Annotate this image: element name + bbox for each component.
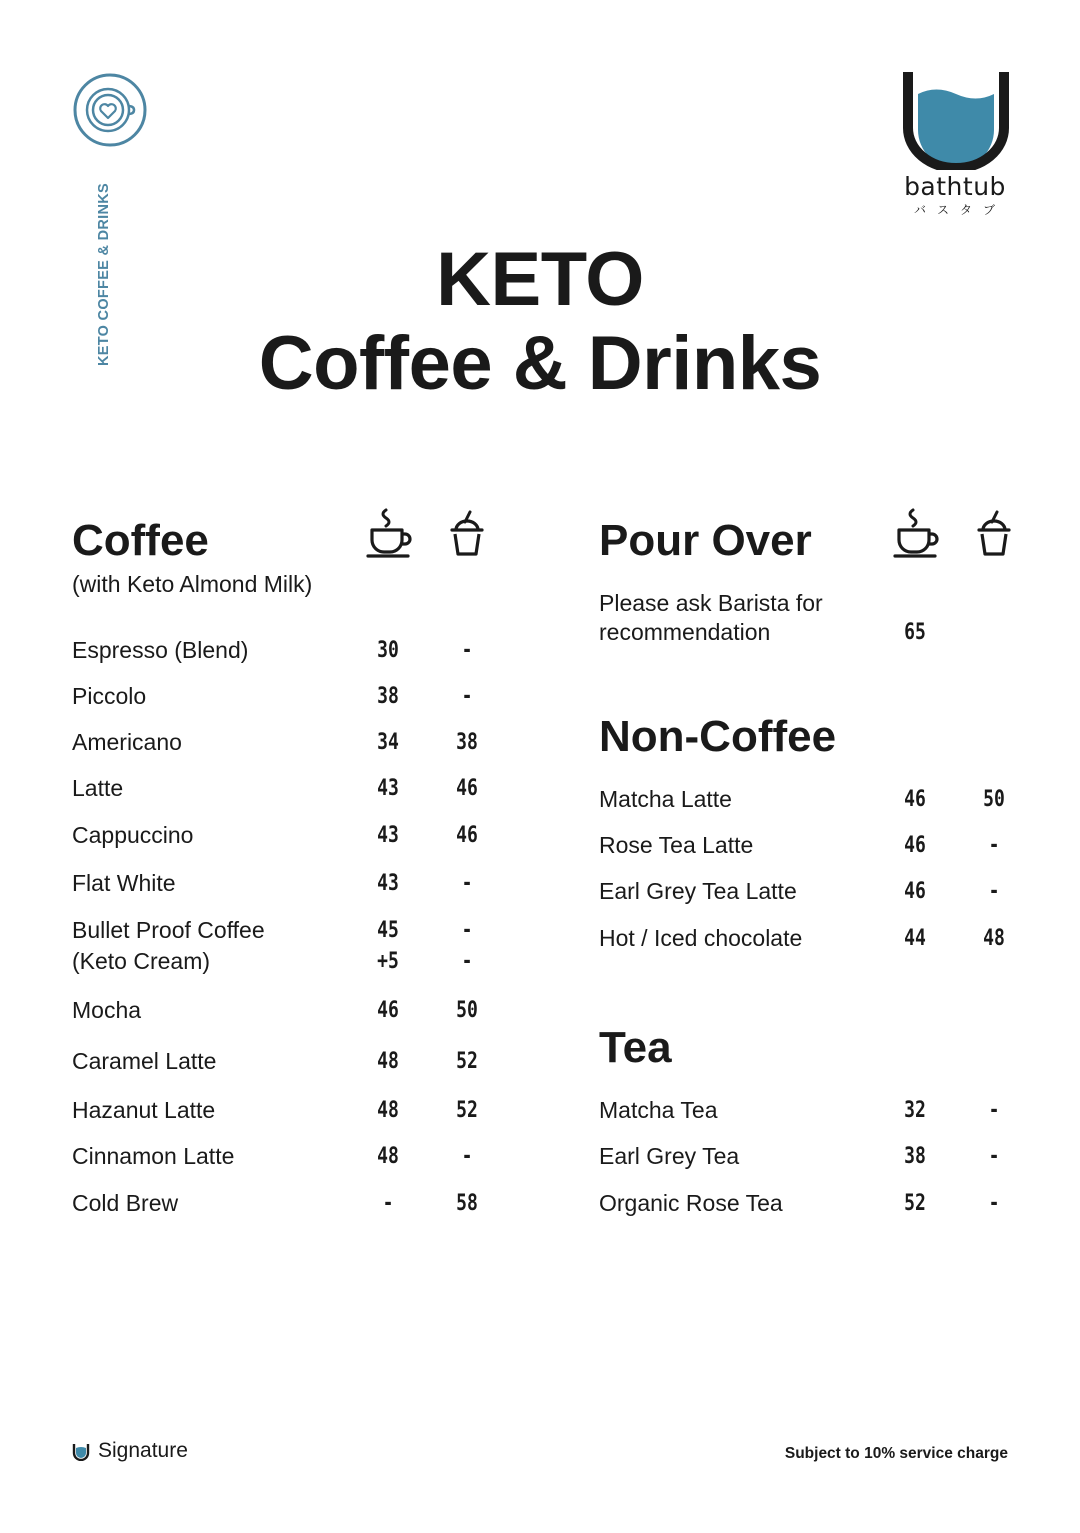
hot-price: 45 (377, 918, 399, 943)
pour-over-note-line1: Please ask Barista for (599, 590, 823, 616)
list-item-name: Mocha (72, 997, 142, 1023)
iced-price: 46 (456, 776, 478, 801)
iced-price: 38 (456, 730, 478, 755)
hot-cup-icon (891, 508, 939, 560)
list-item-name: Piccolo (72, 683, 147, 709)
hot-price: 48 (377, 1098, 399, 1123)
list-item-name: Latte (72, 775, 124, 801)
coffee-subheading: (with Keto Almond Milk) (72, 571, 313, 597)
iced-price: - (988, 833, 1000, 858)
iced-cup-icon (970, 508, 1018, 560)
iced-cup-icon (443, 508, 491, 560)
list-item-name: Flat White (72, 870, 176, 896)
list-item-name: Cold Brew (72, 1190, 179, 1216)
hot-price: 46 (904, 879, 926, 904)
hot-price: 38 (377, 684, 399, 709)
page-title-line2: Coffee & Drinks (258, 321, 822, 406)
iced-price: 50 (456, 998, 478, 1023)
iced-price: - (988, 1144, 1000, 1169)
side-label: KETO COFFEE & DRINKS (96, 183, 112, 366)
pour-over-price: 65 (904, 620, 926, 645)
iced-price: - (461, 871, 473, 896)
iced-price: 52 (456, 1098, 478, 1123)
hot-price: 46 (377, 998, 399, 1023)
hot-price: 38 (904, 1144, 926, 1169)
bathtub-logo-icon (902, 70, 1010, 170)
iced-price: 58 (456, 1191, 478, 1216)
hot-price: 32 (904, 1098, 926, 1123)
list-item-name: (Keto Cream) (72, 948, 211, 974)
hot-price: 48 (377, 1049, 399, 1074)
hot-price: 43 (377, 823, 399, 848)
hot-price: 30 (377, 638, 399, 663)
list-item-name: Earl Grey Tea (599, 1143, 740, 1169)
list-item-name: Caramel Latte (72, 1048, 217, 1074)
iced-price: 46 (456, 823, 478, 848)
service-charge-note: Subject to 10% service charge (784, 1445, 1008, 1462)
tea-heading: Tea (599, 1023, 672, 1072)
iced-price: - (988, 879, 1000, 904)
page-title-line1: KETO (436, 237, 644, 322)
hot-price: 34 (377, 730, 399, 755)
list-item-name: Matcha Tea (599, 1097, 718, 1123)
hot-price: 52 (904, 1191, 926, 1216)
logo-kana: バスタブ (913, 203, 1006, 217)
iced-price: - (461, 918, 473, 943)
iced-price: 52 (456, 1049, 478, 1074)
iced-price: - (461, 684, 473, 709)
list-item-name: Earl Grey Tea Latte (599, 878, 797, 904)
list-item-name: Americano (72, 729, 182, 755)
pour-over-heading: Pour Over (599, 516, 812, 565)
list-item-name: Rose Tea Latte (599, 832, 754, 858)
iced-price: - (988, 1098, 1000, 1123)
hot-price: - (382, 1191, 394, 1216)
list-item-name: Cinnamon Latte (72, 1143, 235, 1169)
hot-price: 43 (377, 871, 399, 896)
list-item-name: Espresso (Blend) (72, 637, 249, 663)
coffee-heart-badge-icon (72, 72, 148, 148)
hot-cup-icon (364, 508, 412, 560)
hot-price: 48 (377, 1144, 399, 1169)
coffee-heading: Coffee (72, 516, 209, 565)
iced-price: 48 (983, 926, 1005, 951)
hot-price: 46 (904, 787, 926, 812)
pour-over-note-line2: recommendation (599, 619, 771, 645)
iced-price: - (461, 1144, 473, 1169)
iced-price: - (461, 949, 473, 974)
hot-price: +5 (377, 949, 399, 974)
list-item-name: Cappuccino (72, 822, 194, 848)
non-coffee-heading: Non-Coffee (599, 712, 837, 761)
signature-icon (72, 1443, 90, 1461)
list-item-name: Hot / Iced chocolate (599, 925, 803, 951)
list-item-name: Bullet Proof Coffee (72, 917, 265, 943)
list-item-name: Matcha Latte (599, 786, 732, 812)
hot-price: 44 (904, 926, 926, 951)
hot-price: 46 (904, 833, 926, 858)
list-item-name: Organic Rose Tea (599, 1190, 783, 1216)
list-item-name: Hazanut Latte (72, 1097, 216, 1123)
iced-price: 50 (983, 787, 1005, 812)
iced-price: - (988, 1191, 1000, 1216)
hot-price: 43 (377, 776, 399, 801)
iced-price: - (461, 638, 473, 663)
signature-label: Signature (98, 1439, 188, 1462)
logo-wordmark: bathtub (904, 172, 1006, 201)
